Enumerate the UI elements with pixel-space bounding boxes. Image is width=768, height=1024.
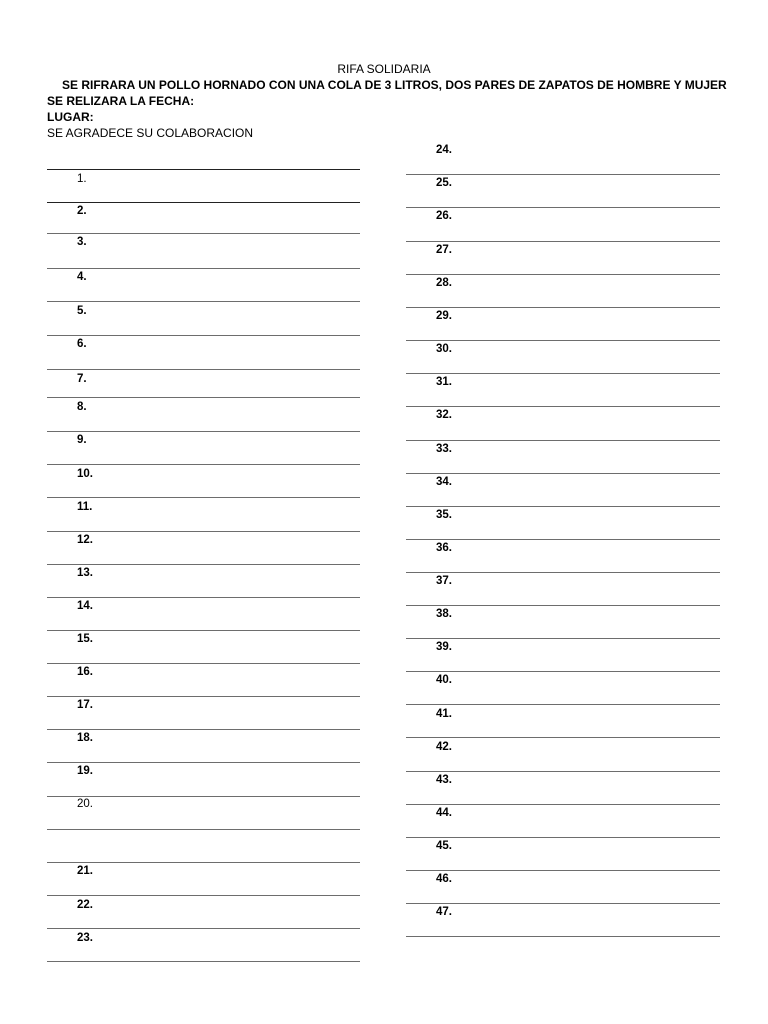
entry-rule [406,274,720,275]
entry-rule [47,895,360,896]
entry-number: 10. [77,468,93,480]
entry-rule [406,506,720,507]
thanks-note: SE AGRADECE SU COLABORACION [47,126,254,140]
entry-rule [406,936,720,937]
entry-number: 5. [77,305,87,317]
entry-number: 34. [436,476,452,488]
entry-number: 26. [436,210,452,222]
entry-number: 8. [77,401,87,413]
entry-number: 47. [436,906,452,918]
entry-number: 35. [436,509,452,521]
entry-rule [47,464,360,465]
page-title: RIFA SOLIDARIA [337,62,431,76]
entry-number: 15. [77,633,93,645]
entry-number: 33. [436,443,452,455]
entry-rule [47,169,360,170]
entry-rule [47,928,360,929]
entry-rule [406,737,720,738]
entry-number: 14. [77,600,93,612]
entry-rule [406,638,720,639]
entry-rule [47,335,360,336]
entry-number: 3. [77,236,87,248]
entry-rule [406,174,720,175]
entry-number: 23. [77,932,93,944]
entry-rule [47,696,360,697]
entry-number: 17. [77,699,93,711]
entry-rule [47,862,360,863]
place-label: LUGAR: [47,110,94,124]
entry-number: 13. [77,567,93,579]
entry-number: 20. [77,798,93,810]
left-number-column [47,0,360,1024]
entry-number: 24. [436,144,452,156]
entry-rule [406,340,720,341]
entry-number: 38. [436,608,452,620]
entry-number: 2. [77,205,87,217]
entry-rule [47,729,360,730]
entry-number: 43. [436,774,452,786]
entry-number: 4. [77,271,87,283]
entry-number: 37. [436,575,452,587]
entry-rule [47,829,360,830]
entry-number: 27. [436,244,452,256]
entry-number: 44. [436,807,452,819]
entry-rule [406,473,720,474]
entry-rule [47,796,360,797]
entry-number: 29. [436,310,452,322]
entry-rule [406,241,720,242]
entry-rule [47,564,360,565]
entry-number: 42. [436,741,452,753]
right-number-column [406,0,720,1024]
entry-rule [47,369,360,370]
entry-number: 46. [436,873,452,885]
entry-rule [406,307,720,308]
entry-number: 7. [77,373,87,385]
entry-rule [47,397,360,398]
entry-rule [406,903,720,904]
entry-number: 18. [77,732,93,744]
entry-rule [47,762,360,763]
entry-rule [47,268,360,269]
entry-number: 25. [436,177,452,189]
entry-rule [47,663,360,664]
entry-rule [406,704,720,705]
entry-number: 31. [436,376,452,388]
entry-rule [406,539,720,540]
entry-rule [406,605,720,606]
entry-number: 45. [436,840,452,852]
entry-number: 12. [77,534,93,546]
entry-number: 39. [436,641,452,653]
entry-number: 11. [77,501,93,513]
entry-number: 16. [77,666,93,678]
entry-rule [406,373,720,374]
entry-rule [406,207,720,208]
entry-rule [47,531,360,532]
entry-rule [406,572,720,573]
raffle-description: SE RIFRARA UN POLLO HORNADO CON UNA COLA DE 3 LITROS, DOS PARES DE ZAPATOS DE HOMBRE Y MUJER [62,78,727,92]
entry-rule [47,630,360,631]
entry-number: 41. [436,708,452,720]
entry-number: 1. [77,173,87,185]
entry-rule [406,671,720,672]
entry-number: 36. [436,542,452,554]
entry-rule [47,202,360,203]
date-label: SE RELIZARA LA FECHA: [47,94,195,108]
entry-rule [406,870,720,871]
entry-number: 19. [77,765,93,777]
entry-rule [47,597,360,598]
entry-number: 6. [77,338,87,350]
entry-rule [406,837,720,838]
entry-rule [47,431,360,432]
entry-rule [406,804,720,805]
entry-number: 30. [436,343,452,355]
entry-rule [47,497,360,498]
entry-number: 22. [77,899,93,911]
entry-rule [406,771,720,772]
entry-rule [47,301,360,302]
entry-number: 9. [77,434,87,446]
entry-rule [47,233,360,234]
entry-rule [406,406,720,407]
entry-number: 40. [436,674,452,686]
entry-number: 32. [436,409,452,421]
entry-rule [47,961,360,962]
entry-number: 28. [436,277,452,289]
entry-number: 21. [77,865,93,877]
entry-rule [406,440,720,441]
